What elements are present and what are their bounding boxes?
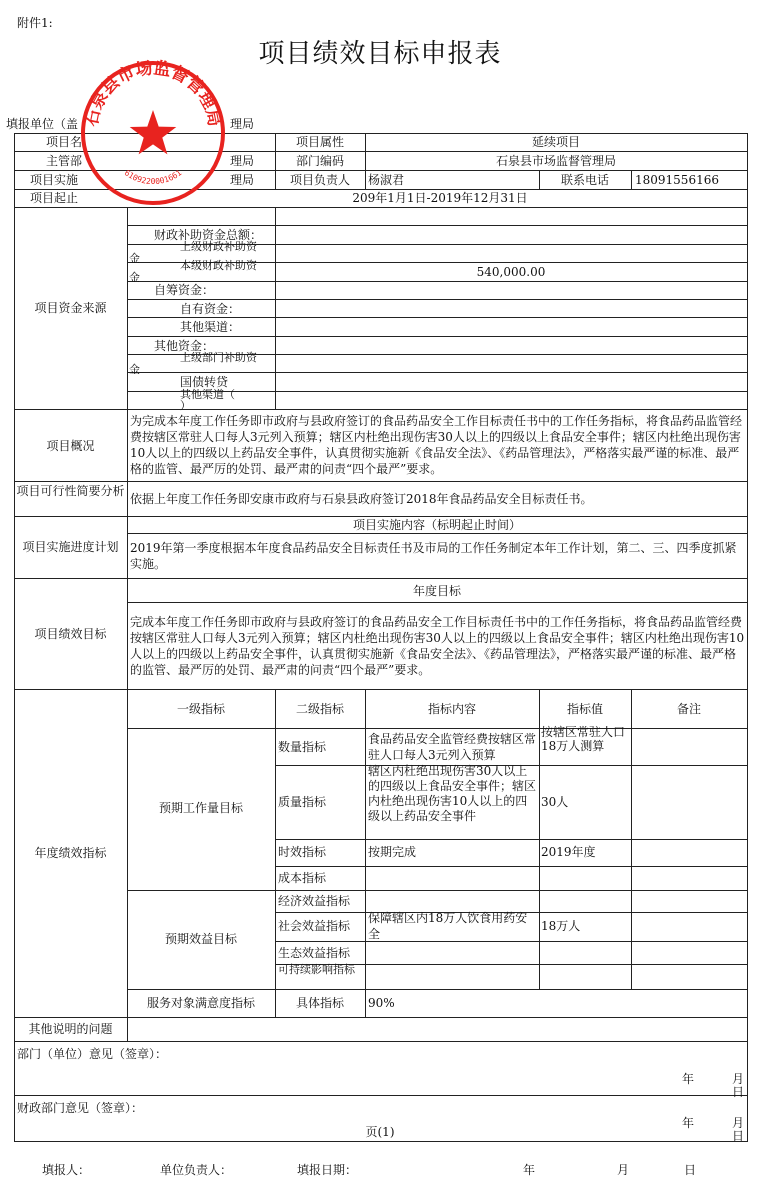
other-issues-label: 其他说明的问题 <box>28 1022 113 1036</box>
progress-text: 2019年第一季度根据本年度食品药品安全目标责任书及市局的工作任务制定本年工作计划，第二、三、四季度抓紧实施。 <box>130 541 737 571</box>
project-attr-value: 延续项目 <box>531 135 580 149</box>
cost-label: 成本指标 <box>278 871 327 885</box>
header-content: 指标内容 <box>427 702 476 716</box>
overview-label: 项目概况 <box>46 439 95 453</box>
funds-other-channel: 其他渠道： <box>180 320 241 334</box>
fill-date-year: 年 <box>523 1163 536 1177</box>
funds-other-channel2-wrap: ） <box>180 399 191 412</box>
feasibility-text: 依据上年度工作任务即安康市政府与石泉县政府签订2018年食品药品安全目标责任书。 <box>130 492 593 506</box>
funds-bonds: 国债转贷 <box>180 375 229 389</box>
work-target-label: 预期工作量目标 <box>158 801 243 815</box>
filler-label: 填报人： <box>42 1163 91 1177</box>
dept-tail: 理局 <box>230 154 255 168</box>
economic-label: 经济效益指标 <box>278 894 351 908</box>
social-value: 18万人 <box>541 919 581 933</box>
finance-opinion-month: 月 <box>732 1116 745 1130</box>
goal-label: 项目绩效目标 <box>34 627 107 641</box>
specific-value: 90% <box>368 996 395 1010</box>
goal-header: 年度目标 <box>412 584 461 598</box>
finance-opinion-label: 财政部门意见（签章）： <box>17 1101 144 1115</box>
funds-other: 其他资金： <box>154 339 215 353</box>
quality-value: 30人 <box>541 795 569 809</box>
fill-date-month: 月 <box>617 1163 630 1177</box>
funds-upper: 上级财政补助资 <box>180 240 257 253</box>
satisfaction-label: 服务对象满意度指标 <box>146 996 255 1010</box>
impl-label: 项目实施 <box>30 173 79 187</box>
applicant-label: 填报单位（盖 <box>6 117 79 131</box>
impl-tail: 理局 <box>230 173 255 187</box>
dept-opinion-year: 年 <box>682 1072 695 1086</box>
fill-date-day: 日 <box>684 1163 697 1177</box>
dept-opinion-month: 月 <box>732 1072 745 1086</box>
feasibility-label: 项目可行性简要分析 <box>16 484 125 498</box>
dept-opinion-label: 部门（单位）意见（签章）： <box>17 1047 168 1061</box>
applicant-tail: 理局 <box>230 117 255 131</box>
benefit-target-label: 预期效益目标 <box>164 932 237 946</box>
seal-text: 石泉县市场监督管理局 <box>81 58 225 129</box>
funds-total: 财政补助资金总额： <box>154 228 263 242</box>
progress-label: 项目实施进度计划 <box>22 540 119 554</box>
social-content: 保障辖区内18万人饮食用药安全 <box>368 911 528 941</box>
page-title: 项目绩效目标申报表 <box>258 39 502 69</box>
finance-opinion-year: 年 <box>682 1116 695 1130</box>
period-label: 项目起止 <box>30 191 79 205</box>
indicators-label: 年度绩效指标 <box>34 846 107 860</box>
page-number: 页(1) <box>365 1125 395 1139</box>
social-label: 社会效益指标 <box>278 919 351 933</box>
funds-own: 自有资金： <box>180 302 241 316</box>
eco-label: 生态效益指标 <box>278 946 351 960</box>
funds-local: 本级财政补助资 <box>180 259 257 272</box>
funds-upper-dept-wrap: 金 <box>129 363 140 376</box>
leader-value: 杨淑君 <box>368 173 405 187</box>
header-note: 备注 <box>676 702 701 716</box>
sustain-label: 可持续影响指标 <box>278 963 355 976</box>
time-value: 2019年度 <box>541 845 596 859</box>
phone-value: 18091556166 <box>635 173 719 187</box>
funds-local-value: 540,000.00 <box>476 265 546 279</box>
dept-opinion-day: 日 <box>732 1085 745 1099</box>
funds-label: 项目资金来源 <box>34 301 107 315</box>
goal-text: 完成本年度工作任务即市政府与县政府签订的食品药品安全工作目标责任书中的工作任务指标，将食品药品监管经费按辖区常驻人口每人3元列入预算；辖区内杜绝出现伤害30人以上的四级以上食品安全事件；辖区内杜绝出现伤害10人以上的四级以上药品安全事件，认真贯彻实施新《食品安全法》、《药品管理法》，严格落实最严谨的标准、最严格的监管、最严厉的处罚、最严肃的问责“四个最严”要求。 <box>130 615 745 677</box>
dept-code-label: 部门编码 <box>295 154 344 168</box>
quantity-value: 按辖区常驻人口18万人测算 <box>541 725 626 753</box>
header-level2: 二级指标 <box>295 702 344 716</box>
funds-upper-wrap: 金 <box>129 252 140 265</box>
seal-code: 6109220001661 <box>122 168 184 187</box>
finance-opinion-day: 日 <box>732 1129 745 1143</box>
fill-date-label: 填报日期： <box>297 1163 358 1177</box>
quantity-label: 数量指标 <box>278 740 327 754</box>
quantity-content: 食品药品安全监管经费按辖区常驻人口每人3元列入预算 <box>368 732 537 762</box>
funds-upper-dept: 上级部门补助资 <box>180 351 257 364</box>
leader-label: 项目负责人 <box>289 173 350 187</box>
funds-self: 自筹资金： <box>154 283 215 297</box>
funds-other-channel2: 其他渠道（ <box>180 388 235 401</box>
quality-label: 质量指标 <box>278 795 327 809</box>
dept-code-value: 石泉县市场监督管理局 <box>495 154 616 168</box>
unit-leader-label: 单位负责人： <box>160 1163 233 1177</box>
funds-local-wrap: 金 <box>129 271 140 284</box>
dept-label: 主管部 <box>46 154 83 168</box>
project-attr-label: 项目属性 <box>295 135 344 149</box>
period-value: 209年1月1日-2019年12月31日 <box>352 191 528 205</box>
time-label: 时效指标 <box>278 845 327 859</box>
overview-text: 为完成本年度工作任务即市政府与县政府签订的食品药品安全工作目标责任书中的工作任务指标，将食品药品监管经费按辖区常驻人口每人3元列入预算；辖区内杜绝出现伤害30人以上的四级以上食品安全事件；辖区内杜绝出现伤害10人以上的四级以上药品安全事件，认真贯彻实施新《食品安全法》、《药品管理法》，严格落实最严谨的标准、最严格的监管、最严厉的处罚、最严肃的问责“四个最严”要求。 <box>130 414 743 476</box>
project-name-label: 项目名 <box>46 135 83 149</box>
progress-header: 项目实施内容（标明起止时间） <box>352 518 521 532</box>
quality-content: 辖区内杜绝出现伤害30人以上的四级以上食品安全事件；辖区内杜绝出现伤害10人以上的四级以上药品安全事件 <box>368 764 537 823</box>
phone-label: 联系电话 <box>560 173 609 187</box>
time-content: 按期完成 <box>368 845 417 859</box>
header-value: 指标值 <box>566 702 603 716</box>
header-level1: 一级指标 <box>176 702 225 716</box>
attachment-label: 附件1: <box>17 16 53 30</box>
specific-label: 具体指标 <box>295 996 344 1010</box>
